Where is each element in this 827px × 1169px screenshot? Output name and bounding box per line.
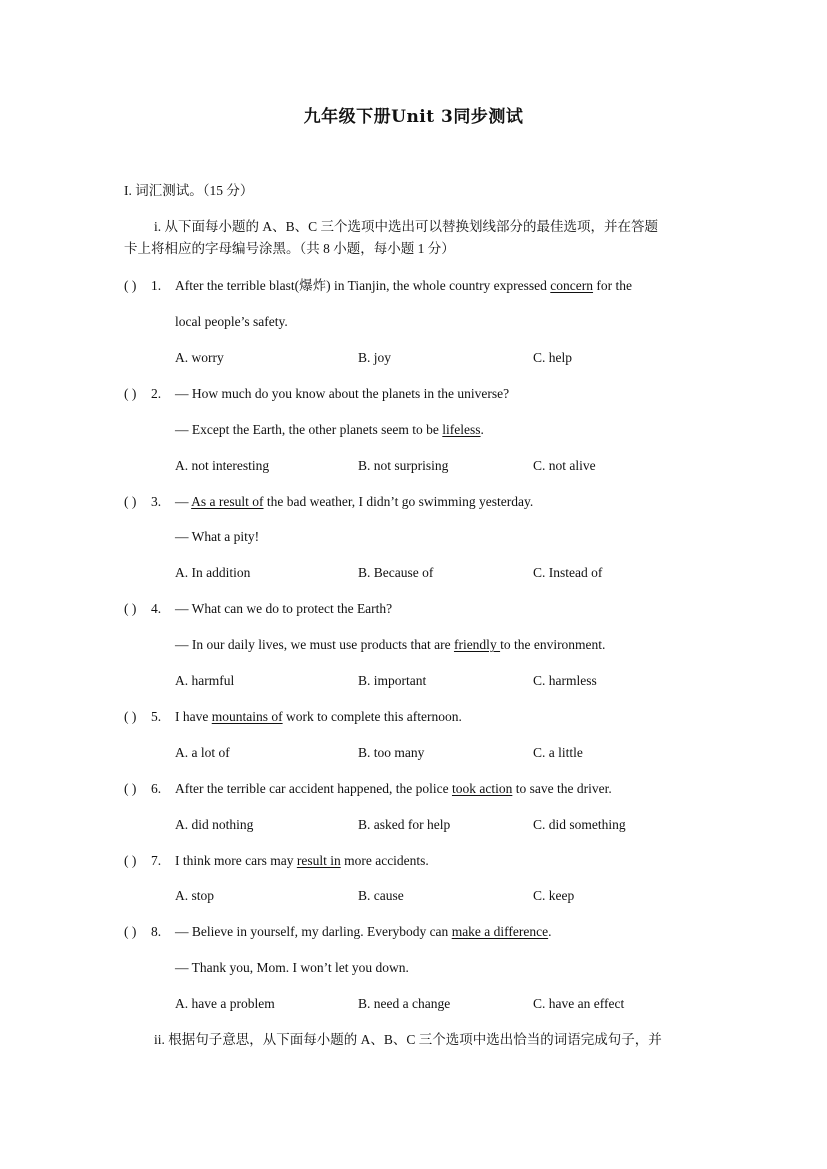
question-text: — Believe in yourself, my darling. Everybody can make a difference. [175,924,552,939]
underlined-phrase: make a difference [451,924,549,939]
question-number: 6. [151,781,162,796]
answer-blank: ( ) [124,924,137,939]
option-b: B. too many [358,745,425,760]
question-text: — What can we do to protect the Earth? [175,601,393,616]
question-number: 3. [151,494,162,509]
option-b: B. cause [358,888,404,903]
question-text: — How much do you know about the planets in the universe? [175,386,510,401]
question-number: 8. [151,924,162,939]
underlined-phrase: friendly [453,637,501,652]
instruction-line: i. 从下面每小题的 A、B、C 三个选项中选出可以替换划线部分的最佳选项，并在答题 [154,219,659,234]
option-b: B. important [358,673,427,688]
option-a: A. not interesting [175,458,270,473]
answer-blank: ( ) [124,601,137,616]
option-a: A. In addition [175,565,251,580]
answer-blank: ( ) [124,278,137,293]
underlined-phrase: concern [550,278,594,293]
question-number: 1. [151,278,162,293]
underlined-phrase: took action [451,781,513,796]
answer-blank: ( ) [124,781,137,796]
section-heading: I. 词汇测试。（15 分） [124,183,254,198]
option-a: A. a lot of [175,745,230,760]
instruction-line: ii. 根据句子意思，从下面每小题的 A、B、C 三个选项中选出恰当的词语完成句子，并 [154,1032,662,1047]
option-c: C. have an effect [533,996,625,1011]
option-c: C. did something [533,817,626,832]
option-c: C. a little [533,745,583,760]
underlined-phrase: As a result of [191,494,264,509]
question-text-continued: local people’s safety. [175,314,288,329]
underlined-phrase: mountains of [211,709,283,724]
question-text: After the terrible car accident happened, the police took action to save the driver. [175,781,612,796]
option-b: B. Because of [358,565,434,580]
option-b: B. asked for help [358,817,451,832]
option-b: B. not surprising [358,458,449,473]
option-b: B. joy [358,350,392,365]
instruction-line: 卡上将相应的字母编号涂黑。（共 8 小题，每小题 1 分） [124,241,455,256]
question-text-continued: — In our daily lives, we must use products that are friendly to the environment. [175,637,606,652]
question-number: 7. [151,853,162,868]
option-c: C. harmless [533,673,597,688]
question-text: After the terrible blast(爆炸) in Tianjin, the whole country expressed concern for the [175,278,633,293]
option-c: C. help [533,350,572,365]
underlined-phrase: lifeless [442,422,481,437]
question-text: I have mountains of work to complete this afternoon. [175,709,462,724]
option-a: A. harmful [175,673,235,688]
answer-blank: ( ) [124,709,137,724]
page-title: 九年级下册Unit 3同步测试 [303,107,524,127]
option-c: C. Instead of [533,565,603,580]
answer-blank: ( ) [124,494,137,509]
option-b: B. need a change [358,996,451,1011]
question-text-continued: — What a pity! [175,529,260,544]
answer-blank: ( ) [124,386,137,401]
option-a: A. worry [175,350,224,365]
underlined-phrase: result in [296,853,341,868]
option-c: C. not alive [533,458,596,473]
question-text-continued: — Except the Earth, the other planets seem to be lifeless. [175,422,484,437]
question-text: — As a result of the bad weather, I didn’t go swimming yesterday. [175,494,534,509]
question-number: 5. [151,709,162,724]
answer-blank: ( ) [124,853,137,868]
option-a: A. stop [175,888,215,903]
question-number: 2. [151,386,162,401]
option-c: C. keep [533,888,575,903]
question-text-continued: — Thank you, Mom. I won’t let you down. [175,960,409,975]
question-number: 4. [151,601,162,616]
option-a: A. have a problem [175,996,275,1011]
option-a: A. did nothing [175,817,254,832]
question-text: I think more cars may result in more accidents. [175,853,429,868]
